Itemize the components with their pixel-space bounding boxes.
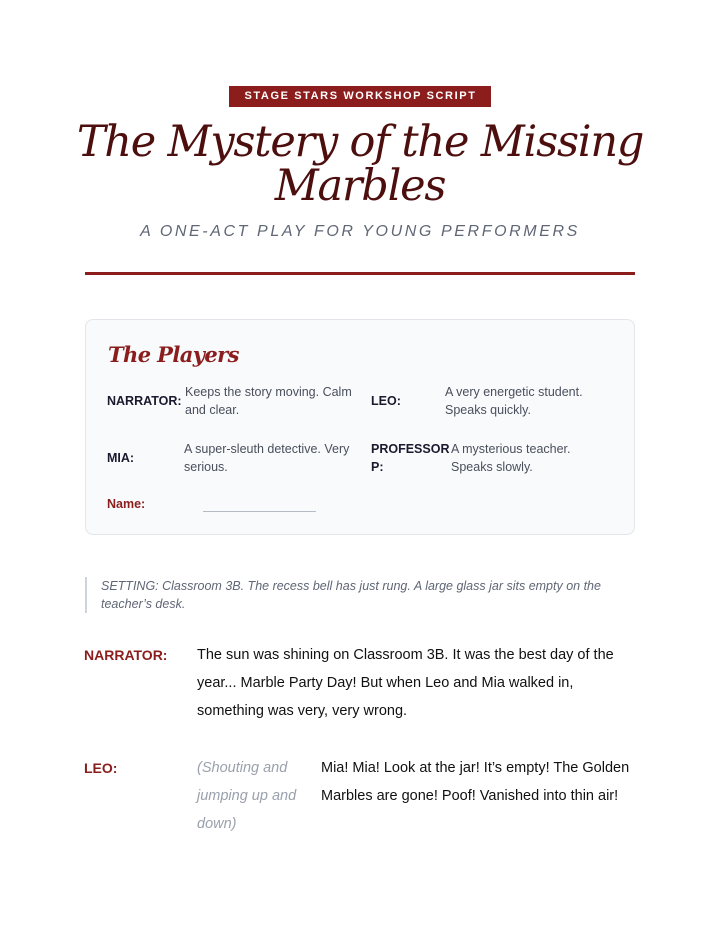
line-character-narrator: NARRATOR: (84, 647, 168, 663)
setting-note: SETTING: Classroom 3B. The recess bell has just rung. A large glass jar sits empty on the teacher’s desk. (85, 577, 625, 613)
line-character-leo: LEO: (84, 760, 118, 776)
header-badge-wrap (0, 86, 720, 107)
player-name-professor: PROFESSOR P: (371, 442, 450, 474)
line-text-narrator: The sun was shining on Classroom 3B. It was the best day of the year... Marble Party Day! But when Leo and Mia walked in, something was very, very wrong. (197, 647, 614, 719)
workshop-badge: STAGE STARS WORKSHOP SCRIPT (229, 86, 490, 107)
title-divider (85, 272, 635, 275)
player-desc-leo: A very energetic student. Speaks quickly. (445, 385, 583, 417)
player-desc-professor: A mysterious teacher. Speaks slowly. (451, 442, 571, 474)
player-name-leo: LEO: (371, 394, 401, 408)
name-write-line[interactable] (203, 511, 316, 512)
play-subtitle: A ONE-ACT PLAY FOR YOUNG PERFORMERS (140, 223, 580, 240)
players-title: The Players (108, 342, 239, 367)
line-text-leo: Mia! Mia! Look at the jar! It’s empty! The Golden Marbles are gone! Poof! Vanished into thin air! (321, 760, 630, 804)
players-card (85, 319, 635, 535)
player-desc-mia: A super-sleuth detective. Very serious. (184, 442, 350, 474)
player-name-mia: MIA: (107, 451, 135, 465)
player-name-narrator: NARRATOR: (107, 394, 182, 408)
player-desc-narrator: Keeps the story moving. Calm and clear. (185, 385, 352, 417)
stage-direction-leo: (Shouting and jumping up and down) (197, 760, 297, 832)
play-title: The Mystery of the Missing Marbles (76, 117, 644, 211)
name-label: Name: (107, 497, 146, 511)
